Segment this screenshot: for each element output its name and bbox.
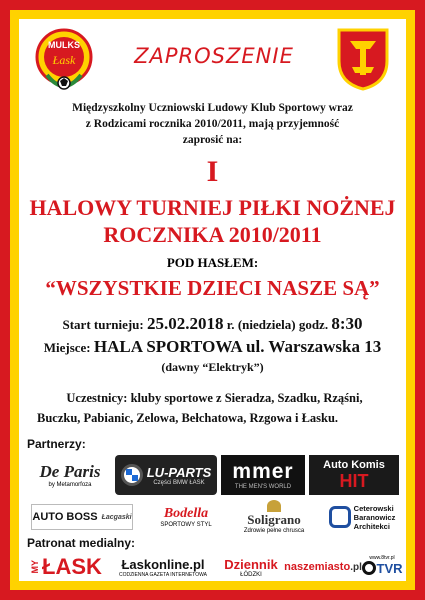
hit-logo-text: HIT bbox=[339, 470, 369, 491]
dziennik-logo-text: Dziennik bbox=[224, 556, 278, 572]
start-day: (niedziela) bbox=[237, 317, 296, 332]
place-row bbox=[19, 337, 406, 357]
architekci-line-2: Baranowicz bbox=[353, 512, 396, 522]
autokomis-logo-text: Auto Komis bbox=[323, 458, 385, 471]
event-title-line-1: HALOWY TURNIEJ PIŁKI NOŻNEJ bbox=[29, 195, 396, 220]
motto-label: POD HASŁEM: bbox=[166, 255, 259, 270]
intro-text bbox=[19, 100, 406, 148]
club-logo-subtext: Łask bbox=[52, 53, 76, 67]
luparts-logo-text: LU-PARTS bbox=[146, 464, 212, 480]
mmer-logo-text: mmer bbox=[232, 460, 294, 483]
luparts-logo bbox=[115, 455, 217, 495]
mylask-logo-prefix: MY bbox=[30, 560, 41, 574]
laskonline-logo bbox=[113, 552, 213, 582]
former-name: (dawny “Elektryk”) bbox=[161, 360, 264, 374]
poster-paper bbox=[19, 19, 406, 581]
autokomis-logo bbox=[309, 455, 399, 495]
architekci-line-3: Architekci bbox=[353, 521, 390, 531]
edition-numeral: I bbox=[206, 155, 219, 188]
mmer-logo bbox=[221, 455, 305, 495]
club-logo bbox=[33, 27, 95, 97]
laskonline-logo-text: Łaskonline.pl bbox=[121, 556, 205, 572]
tvr-logo bbox=[359, 547, 405, 583]
mmer-logo-subtext: THE MEN'S WORLD bbox=[234, 484, 292, 490]
tvr-logo-text: TVR bbox=[376, 560, 403, 576]
tvr-logo-url: www.8tvr.pl bbox=[369, 554, 395, 561]
poster-title: ZAPROSZENIE bbox=[134, 44, 294, 68]
media-label: Patronat medialny: bbox=[27, 536, 136, 550]
intro-line-2: z Rodzicami rocznika 2010/2011, mają przyjemność bbox=[85, 118, 340, 130]
coat-of-arms-icon bbox=[336, 27, 390, 91]
start-suffix: r. bbox=[226, 317, 235, 332]
deparis-logo-subtext: by Metamorfoza bbox=[48, 482, 92, 488]
bmw-icon bbox=[121, 464, 143, 486]
place-value: HALA SPORTOWA ul. Warszawska 13 bbox=[93, 337, 382, 356]
event-title bbox=[19, 194, 406, 248]
intro-line-3: zaprosić na: bbox=[182, 134, 243, 146]
poster-frame-inner bbox=[10, 10, 415, 590]
place-label: Miejsce: bbox=[43, 340, 91, 355]
start-time: 8:30 bbox=[331, 314, 363, 333]
club-logo-text: MULKS bbox=[48, 40, 80, 50]
autoboss-logo bbox=[31, 504, 133, 530]
deparis-logo bbox=[27, 455, 113, 495]
participants-label: Uczestnicy: bbox=[66, 391, 128, 405]
start-label: Start turnieju: bbox=[62, 317, 144, 332]
bodella-logo bbox=[145, 502, 227, 532]
motto: “WSZYSTKIE DZIECI NASZE SĄ” bbox=[45, 276, 380, 300]
architekci-icon bbox=[329, 506, 351, 528]
soligrano-logo-text: Soligrano bbox=[247, 512, 301, 527]
naszemiasto-logo bbox=[284, 552, 362, 582]
participants-text-1: kluby sportowe z Sieradza, Szadku, Rząśni, bbox=[130, 391, 363, 405]
tvr-eight-icon bbox=[362, 561, 376, 575]
mylask-logo bbox=[23, 552, 109, 582]
start-row bbox=[19, 314, 406, 334]
naszemiasto-logo-text: naszemiasto bbox=[284, 561, 351, 573]
participants-text-2: Buczku, Pabianic, Zelowa, Bełchatowa, Rzgowa i Łasku. bbox=[37, 411, 339, 425]
intro-line-1: Międzyszkolny Uczniowski Ludowy Klub Sportowy wraz bbox=[72, 102, 353, 114]
event-title-line-2: ROCZNIKA 2010/2011 bbox=[103, 222, 322, 247]
autoboss-logo-subtext: Łacgaski bbox=[101, 513, 132, 521]
soligrano-logo bbox=[233, 497, 315, 537]
laskonline-logo-subtext: CODZIENNA GAZETA INTERNETOWA bbox=[119, 571, 207, 578]
naszemiasto-logo-suffix: .pl bbox=[350, 561, 362, 573]
bodella-logo-subtext: SPORTOWY STYL bbox=[160, 522, 212, 528]
soligrano-icon bbox=[267, 500, 281, 512]
architekci-line-1: Ceterowski bbox=[353, 503, 394, 513]
dziennik-logo bbox=[215, 552, 287, 582]
architekci-logo bbox=[321, 501, 403, 533]
bodella-logo-text: Bodella bbox=[163, 506, 209, 521]
participants bbox=[37, 388, 392, 428]
autoboss-logo-text: AUTO BOSS bbox=[32, 511, 98, 523]
start-date: 25.02.2018 bbox=[146, 314, 224, 333]
luparts-logo-subtext: Części BMW ŁASK bbox=[153, 479, 205, 486]
deparis-logo-text: De Paris bbox=[39, 462, 101, 481]
time-label: godz. bbox=[298, 317, 329, 332]
mylask-logo-text: ŁASK bbox=[42, 554, 102, 579]
soligrano-logo-subtext: Zdrowie pełne chrusca bbox=[243, 528, 305, 534]
dziennik-logo-subtext: ŁÓDZKI bbox=[240, 571, 262, 578]
partners-label: Partnerzy: bbox=[27, 437, 86, 451]
